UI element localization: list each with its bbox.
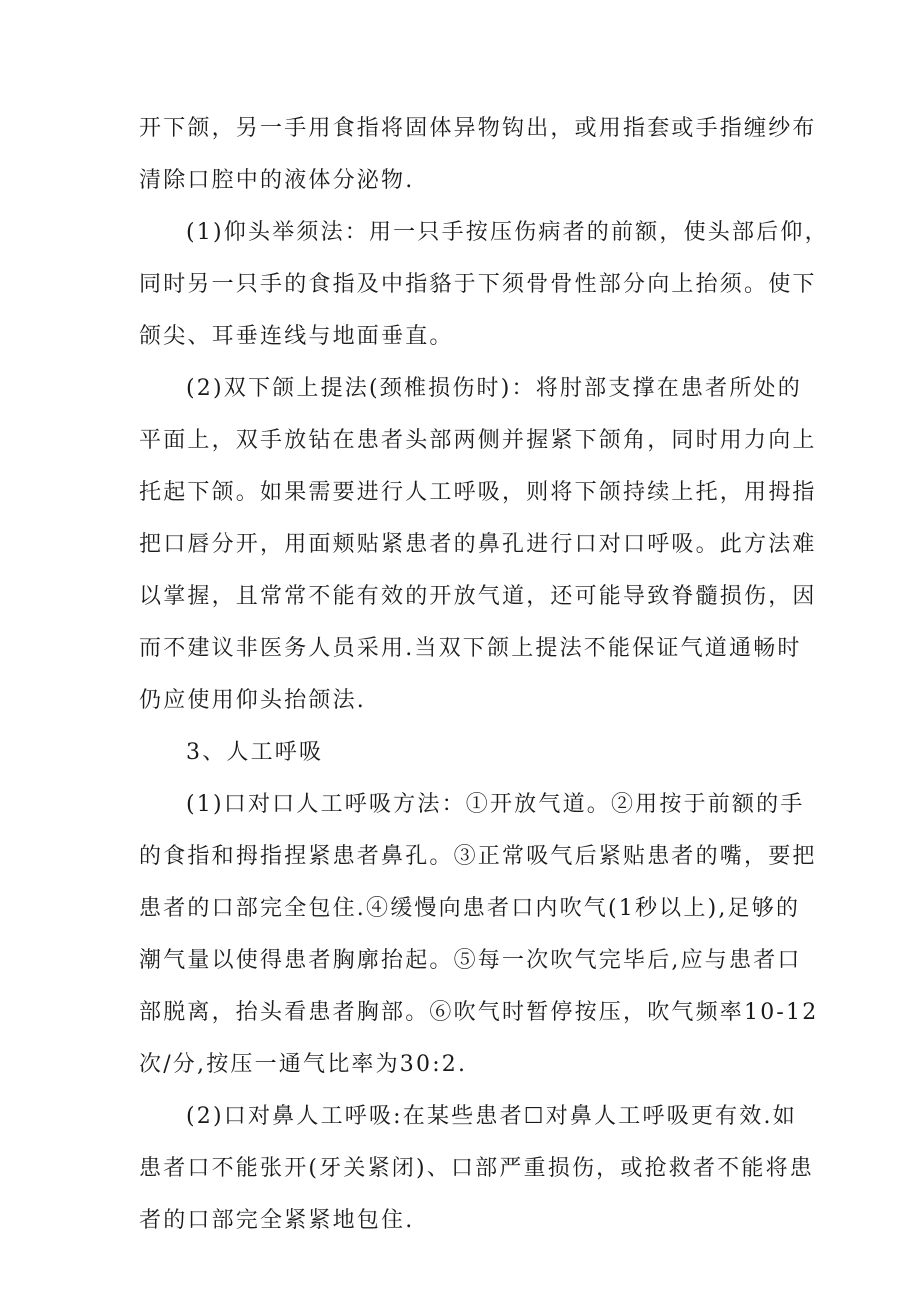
paragraph-line: 同时另一只手的食指及中指貉于下须骨骨性部分向上抬须。使下 (139, 272, 817, 297)
paragraph-line: 以掌握，且常常不能有效的开放气道，还可能导致脊髓损伤，因 (139, 584, 817, 609)
paragraph-line: 清除口腔中的液体分泌物. (139, 168, 415, 193)
paragraph-line: 部脱离，抬头看患者胸部。⑥吹气时暂停按压，吹气频率10-12 (139, 1000, 819, 1025)
paragraph-line: 托起下颌。如果需要进行人工呼吸，则将下颌持续上托，用拇指 (139, 480, 817, 505)
paragraph-line: 而不建议非医务人员采用.当双下颌上提法不能保证气道通畅时 (139, 636, 802, 661)
paragraph-line: 仍应使用仰头抬颌法. (139, 688, 366, 713)
paragraph-line: 次/分,按压一通气比率为30:2. (139, 1052, 468, 1077)
paragraph-line: 颌尖、耳垂连线与地面垂直。 (139, 324, 454, 349)
paragraph-line: 开下颌，另一手用食指将固体异物钩出，或用指套或手指缠纱布 (139, 116, 817, 141)
paragraph-line: (1)仰头举须法：用一只手按压伤病者的前额，使头部后仰， (186, 220, 829, 245)
paragraph-line: 患者的口部完全包住.④缓慢向患者口内吹气(1秒以上),足够的 (139, 896, 801, 921)
paragraph-line: 平面上，双手放钻在患者头部两侧并握紧下颌角，同时用力向上 (139, 428, 817, 453)
paragraph-line: 患者口不能张开(牙关紧闭)、口部严重损伤，或抢救者不能将患 (139, 1156, 814, 1181)
paragraph-line: 的食指和拇指捏紧患者鼻孔。③正常吸气后紧贴患者的嘴，要把 (139, 844, 817, 869)
section-heading: 3、人工呼吸 (186, 740, 324, 765)
paragraph-line: (1)口对口人工呼吸方法：①开放气道。②用按于前额的手 (186, 792, 805, 817)
paragraph-line: (2)口对鼻人工呼吸:在某些患者☐对鼻人工呼吸更有效.如 (186, 1104, 797, 1129)
paragraph-line: 把口唇分开，用面颊贴紧患者的鼻孔进行口对口呼吸。此方法难 (139, 532, 817, 557)
paragraph-line: (2)双下颌上提法(颈椎损伤时)：将肘部支撑在患者所处的 (186, 376, 802, 401)
paragraph-line: 潮气量以使得患者胸廓抬起。⑤每一次吹气完毕后,应与患者口 (139, 948, 802, 973)
paragraph-line: 者的口部完全紧紧地包住. (139, 1208, 415, 1233)
